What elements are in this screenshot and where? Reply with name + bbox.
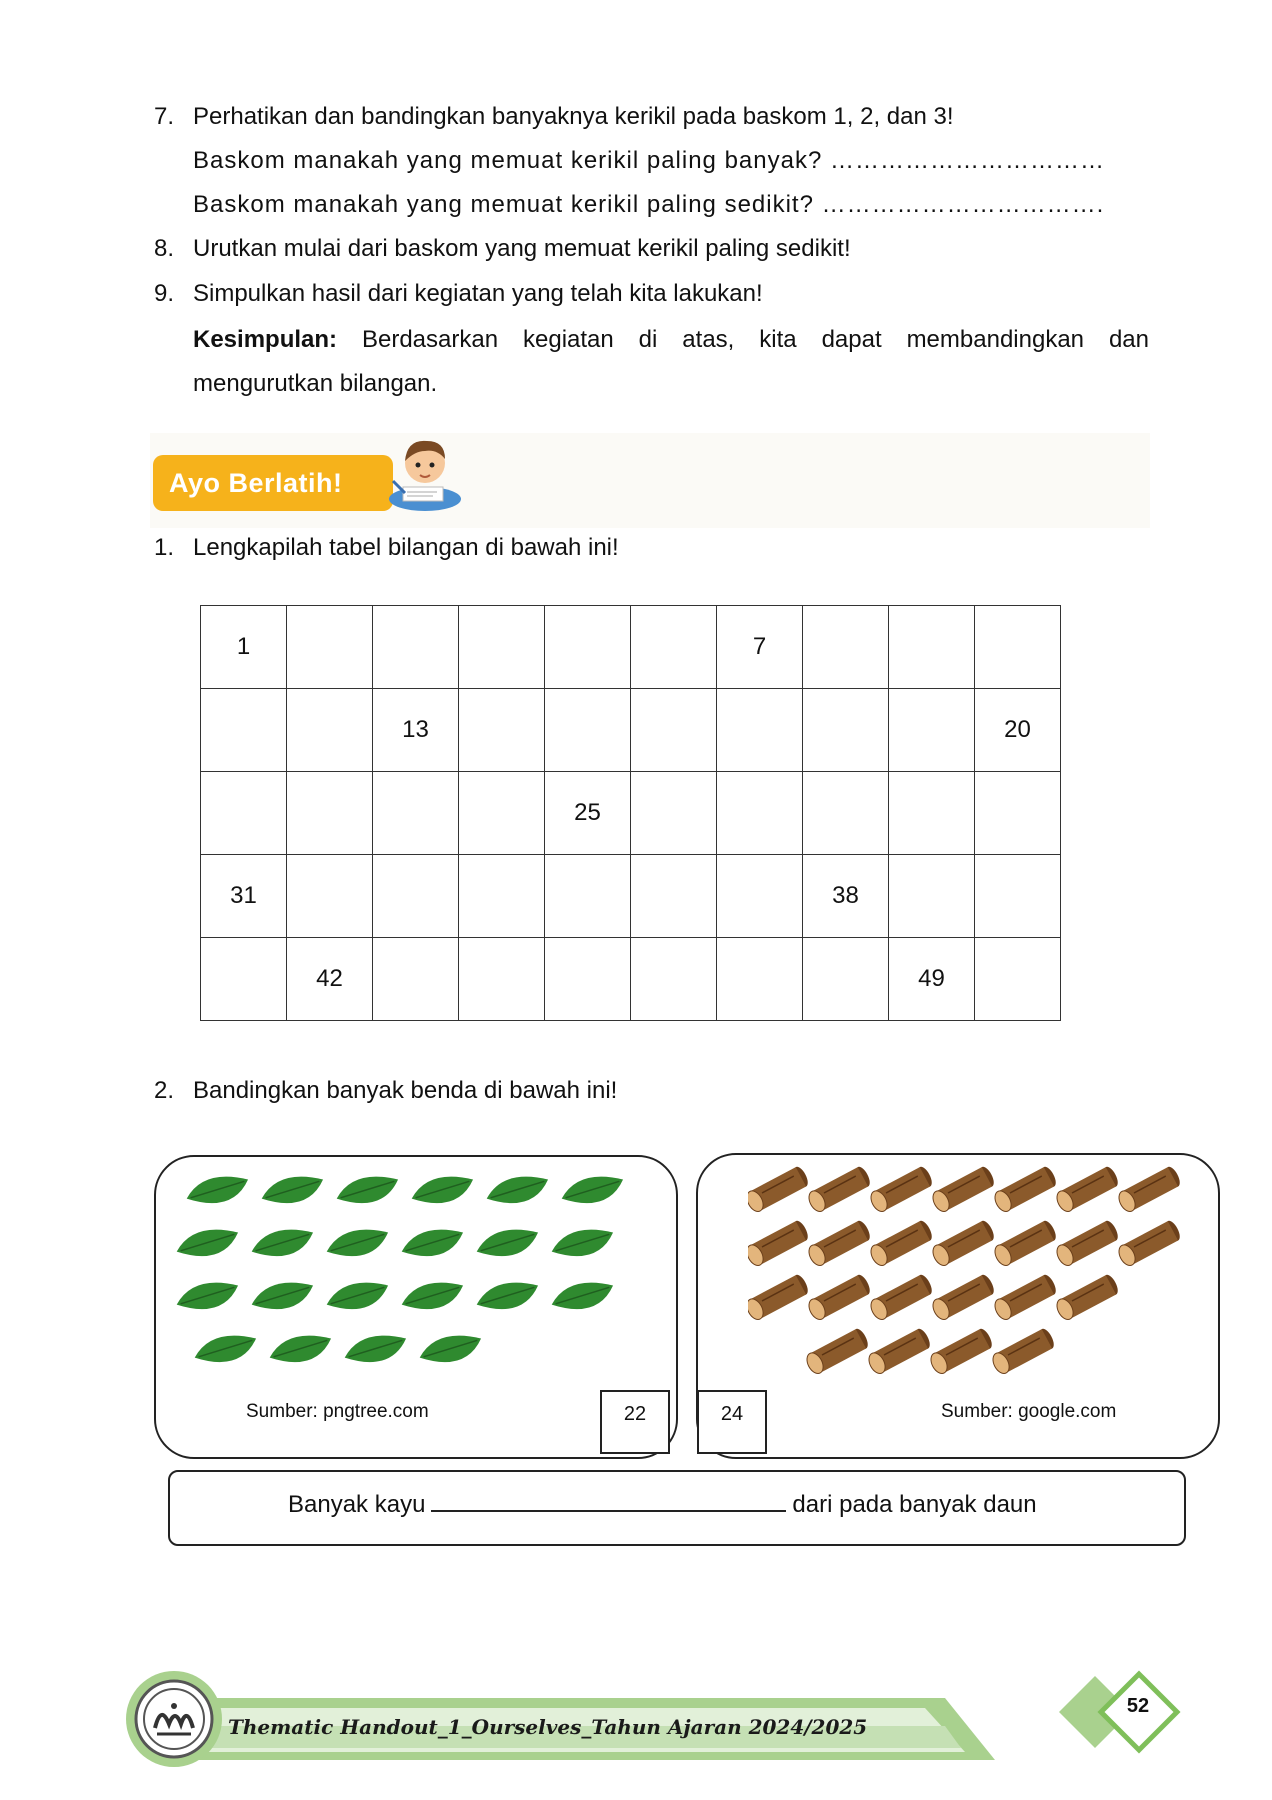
leaves-illustration: [166, 1167, 666, 1377]
table-cell-blank[interactable]: [201, 689, 287, 772]
log-icon: [868, 1273, 935, 1322]
table-cell-filled: 13: [373, 689, 459, 772]
logs-illustration: [748, 1157, 1208, 1382]
question-number-8: 8.: [154, 235, 175, 262]
exercise-1-text: Lengkapilah tabel bilangan di bawah ini!: [193, 534, 619, 561]
table-cell-blank[interactable]: [717, 938, 803, 1021]
table-cell-filled: 49: [889, 938, 975, 1021]
leaf-icon: [399, 1224, 467, 1262]
log-icon: [748, 1219, 811, 1268]
logs-source: Sumber: google.com: [941, 1401, 1117, 1422]
conclusion-text-1: Berdasarkan kegiatan di atas, kita dapat membandingkan dan: [361, 326, 1149, 353]
conclusion-label: Kesimpulan:: [193, 326, 338, 353]
answer-prefix: Banyak kayu: [288, 1491, 426, 1518]
table-cell-blank[interactable]: [373, 606, 459, 689]
table-cell-blank[interactable]: [545, 938, 631, 1021]
leaf-icon: [474, 1224, 542, 1262]
table-cell-filled: 7: [717, 606, 803, 689]
exercise-2-text: Bandingkan banyak benda di bawah ini!: [193, 1077, 618, 1104]
log-icon: [990, 1327, 1057, 1376]
log-icon: [930, 1273, 997, 1322]
table-cell-blank[interactable]: [545, 855, 631, 938]
log-icon: [866, 1327, 933, 1376]
question-8-text: Urutkan mulai dari baskom yang memuat kerikil paling sedikit!: [193, 235, 851, 262]
school-logo: [147, 1694, 201, 1744]
question-7-text: Perhatikan dan bandingkan banyaknya kerikil pada baskom 1, 2, dan 3!: [193, 103, 954, 130]
table-cell-blank[interactable]: [975, 606, 1061, 689]
question-number-7: 7.: [154, 103, 175, 130]
table-cell-blank[interactable]: [631, 855, 717, 938]
leaf-icon: [409, 1171, 477, 1209]
leaf-icon: [549, 1224, 617, 1262]
table-cell-blank[interactable]: [803, 772, 889, 855]
table-cell-blank[interactable]: [803, 938, 889, 1021]
table-cell-filled: 20: [975, 689, 1061, 772]
leaf-icon: [174, 1224, 242, 1262]
log-icon: [1116, 1219, 1183, 1268]
log-icon: [992, 1273, 1059, 1322]
leaf-icon: [184, 1171, 252, 1209]
log-icon: [1116, 1165, 1183, 1214]
table-cell-blank[interactable]: [975, 855, 1061, 938]
table-cell-blank[interactable]: [287, 689, 373, 772]
question-7-part-a: Baskom manakah yang memuat kerikil paling banyak? ……………………………: [193, 147, 1105, 174]
table-cell-blank[interactable]: [803, 606, 889, 689]
table-row: [201, 606, 1061, 689]
table-cell-blank[interactable]: [889, 772, 975, 855]
leaf-icon: [549, 1277, 617, 1315]
question-number-9: 9.: [154, 280, 175, 307]
footer-title: Thematic Handout_1_Ourselves_Tahun Ajaran 2024/2025: [228, 1715, 868, 1739]
log-icon: [928, 1327, 995, 1376]
answer-blank[interactable]: [431, 1488, 786, 1512]
log-icon: [748, 1165, 811, 1214]
table-cell-blank[interactable]: [545, 606, 631, 689]
log-icon: [992, 1219, 1059, 1268]
table-cell-blank[interactable]: [287, 855, 373, 938]
table-cell-blank[interactable]: [201, 938, 287, 1021]
logs-count-box[interactable]: 24: [697, 1390, 767, 1454]
leaves-count-box[interactable]: 22: [600, 1390, 670, 1454]
leaf-icon: [259, 1171, 327, 1209]
log-icon: [930, 1219, 997, 1268]
table-cell-blank[interactable]: [373, 772, 459, 855]
leaf-icon: [324, 1277, 392, 1315]
logs-box: [696, 1153, 1220, 1459]
answer-box: [168, 1470, 1186, 1546]
log-icon: [1054, 1273, 1121, 1322]
table-cell-blank[interactable]: [803, 689, 889, 772]
table-cell-blank[interactable]: [459, 938, 545, 1021]
table-cell-blank[interactable]: [889, 606, 975, 689]
log-icon: [806, 1219, 873, 1268]
table-cell-blank[interactable]: [373, 938, 459, 1021]
leaf-icon: [342, 1330, 410, 1368]
table-cell-blank[interactable]: [287, 772, 373, 855]
table-cell-blank[interactable]: [631, 772, 717, 855]
table-cell-blank[interactable]: [459, 855, 545, 938]
question-9-text: Simpulkan hasil dari kegiatan yang telah kita lakukan!: [193, 280, 763, 307]
table-cell-blank[interactable]: [373, 855, 459, 938]
leaf-icon: [324, 1224, 392, 1262]
leaf-icon: [174, 1277, 242, 1315]
table-row: [201, 772, 1061, 855]
boy-writing-icon: [385, 433, 465, 513]
table-cell-blank[interactable]: [201, 772, 287, 855]
leaf-icon: [249, 1277, 317, 1315]
table-cell-blank[interactable]: [889, 855, 975, 938]
table-cell-blank[interactable]: [631, 938, 717, 1021]
leaf-icon: [474, 1277, 542, 1315]
leaf-icon: [417, 1330, 485, 1368]
leaf-icon: [249, 1224, 317, 1262]
log-icon: [868, 1219, 935, 1268]
log-icon: [930, 1165, 997, 1214]
table-cell-filled: 31: [201, 855, 287, 938]
table-cell-blank[interactable]: [631, 606, 717, 689]
log-icon: [1054, 1165, 1121, 1214]
table-cell-filled: 25: [545, 772, 631, 855]
log-icon: [804, 1327, 871, 1376]
table-cell-blank[interactable]: [717, 855, 803, 938]
log-icon: [806, 1165, 873, 1214]
table-cell-blank[interactable]: [717, 689, 803, 772]
table-cell-blank[interactable]: [545, 689, 631, 772]
log-icon: [748, 1273, 811, 1322]
leaf-icon: [334, 1171, 402, 1209]
leaf-icon: [559, 1171, 627, 1209]
log-icon: [868, 1165, 935, 1214]
log-icon: [1054, 1219, 1121, 1268]
answer-suffix: dari pada banyak daun: [792, 1491, 1037, 1518]
table-cell-blank[interactable]: [975, 772, 1061, 855]
answer-sentence: [288, 1488, 1037, 1519]
table-cell-blank[interactable]: [631, 689, 717, 772]
page-number: 52: [1126, 1695, 1150, 1717]
log-icon: [806, 1273, 873, 1322]
table-cell-blank[interactable]: [717, 772, 803, 855]
number-table: [200, 605, 1061, 1021]
table-cell-blank[interactable]: [889, 689, 975, 772]
table-cell-filled: 38: [803, 855, 889, 938]
exercise-2-number: 2.: [154, 1077, 175, 1104]
table-row: [201, 938, 1061, 1021]
table-cell-blank[interactable]: [459, 606, 545, 689]
table-cell-blank[interactable]: [287, 606, 373, 689]
leaf-icon: [192, 1330, 260, 1368]
table-row: [201, 689, 1061, 772]
leaves-source: Sumber: pngtree.com: [246, 1401, 429, 1422]
leaf-icon: [399, 1277, 467, 1315]
conclusion-line-1: [193, 325, 1149, 355]
table-cell-filled: 1: [201, 606, 287, 689]
log-icon: [992, 1165, 1059, 1214]
table-cell-blank[interactable]: [459, 772, 545, 855]
table-cell-blank[interactable]: [975, 938, 1061, 1021]
table-row: [201, 855, 1061, 938]
table-cell-blank[interactable]: [459, 689, 545, 772]
leaf-icon: [484, 1171, 552, 1209]
table-cell-filled: 42: [287, 938, 373, 1021]
ayo-berlatih-banner: Ayo Berlatih!: [153, 455, 393, 511]
conclusion-line-2: mengurutkan bilangan.: [193, 370, 438, 397]
question-7-part-b: Baskom manakah yang memuat kerikil paling sedikit? …………………………….: [193, 191, 1105, 218]
exercise-1-number: 1.: [154, 534, 175, 561]
leaf-icon: [267, 1330, 335, 1368]
